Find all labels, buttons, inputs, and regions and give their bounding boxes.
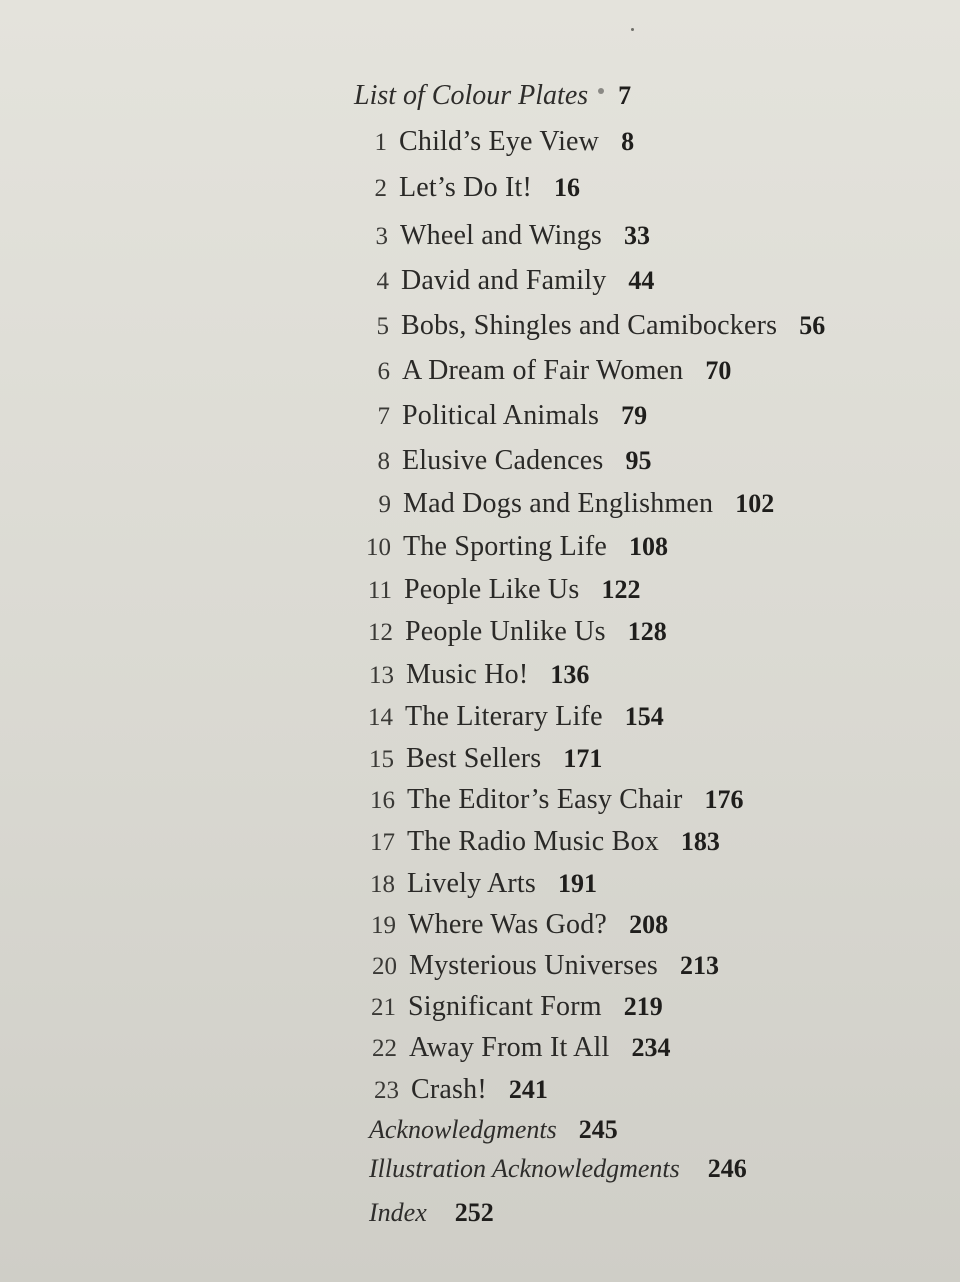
chapter-title: Lively Arts (407, 868, 536, 899)
chapter-number: 5 (376, 313, 389, 340)
back-matter-entry (369, 1200, 494, 1226)
chapter-number: 9 (378, 491, 391, 518)
chapter-number: 15 (369, 746, 394, 773)
back-matter-label: Index (369, 1198, 427, 1227)
back-matter-label: Illustration Acknowledgments (369, 1154, 680, 1183)
chapter-page-number: 108 (629, 532, 669, 561)
chapter-number: 8 (377, 448, 390, 475)
colour-plates-label: List of Colour Plates (354, 80, 589, 111)
chapter-number: 19 (371, 912, 396, 939)
chapter-title: The Editor’s Easy Chair (407, 784, 683, 815)
chapter-title: Mad Dogs and Englishmen (403, 488, 714, 519)
chapter-title: People Unlike Us (405, 616, 606, 647)
chapter-entry (355, 703, 664, 731)
chapter-number: 7 (377, 403, 390, 430)
chapter-title: Away From It All (409, 1032, 610, 1063)
back-matter-page: 246 (707, 1154, 747, 1183)
chapter-number: 18 (370, 871, 395, 898)
chapter-number: 20 (372, 953, 397, 980)
chapter-entry (353, 533, 668, 561)
back-matter-label: Acknowledgments (369, 1115, 557, 1144)
chapter-title: The Sporting Life (403, 531, 608, 562)
chapter-number: 17 (370, 829, 395, 856)
chapter-number: 11 (367, 577, 392, 604)
chapter-entry (356, 745, 602, 773)
chapter-entry (358, 993, 663, 1021)
chapter-entry (358, 911, 668, 939)
chapter-page-number: 208 (629, 910, 669, 939)
chapter-number: 10 (366, 534, 391, 561)
back-matter-page: 252 (454, 1198, 494, 1227)
chapter-number: 23 (374, 1077, 399, 1104)
chapter-entry (352, 357, 731, 385)
chapter-entry (356, 661, 589, 689)
chapter-page-number: 176 (704, 785, 744, 814)
back-matter-page: 245 (578, 1115, 618, 1144)
chapter-entry (357, 828, 720, 856)
chapter-title: Child’s Eye View (399, 126, 600, 157)
chapter-page-number: 136 (550, 660, 590, 689)
chapter-title: Significant Form (408, 991, 602, 1022)
paper-speck (631, 28, 634, 31)
chapter-page-number: 44 (628, 266, 655, 295)
chapter-page-number: 122 (601, 575, 641, 604)
chapter-title: People Like Us (404, 574, 580, 605)
chapter-page-number: 16 (554, 173, 581, 202)
chapter-number: 3 (375, 223, 388, 250)
chapter-entry (354, 576, 640, 604)
chapter-number: 22 (372, 1035, 397, 1062)
chapter-entry (351, 267, 654, 295)
chapter-number: 12 (368, 619, 393, 646)
chapter-number: 16 (370, 787, 395, 814)
dot-ornament (598, 88, 604, 94)
chapter-entry (350, 222, 650, 250)
chapter-page-number: 234 (631, 1033, 671, 1062)
chapter-page-number: 70 (705, 356, 732, 385)
chapter-page-number: 79 (621, 401, 648, 430)
chapter-title: Political Animals (402, 400, 600, 431)
chapter-number: 1 (374, 129, 387, 156)
chapter-entry (355, 618, 667, 646)
chapter-title: Crash! (411, 1074, 487, 1105)
chapter-entry (349, 174, 580, 202)
chapter-number: 4 (376, 268, 389, 295)
chapter-page-number: 154 (624, 702, 664, 731)
chapter-title: Music Ho! (406, 659, 529, 690)
chapter-title: The Literary Life (405, 701, 603, 732)
chapter-title: Wheel and Wings (400, 220, 602, 251)
chapter-page-number: 95 (625, 446, 652, 475)
chapter-title: Bobs, Shingles and Camibockers (401, 310, 778, 341)
chapter-number: 2 (374, 175, 387, 202)
chapter-page-number: 219 (623, 992, 663, 1021)
chapter-page-number: 102 (735, 489, 775, 518)
chapter-entry (349, 128, 634, 156)
colour-plates-page: 7 (618, 81, 632, 110)
chapter-entry (357, 870, 597, 898)
chapter-page-number: 128 (627, 617, 667, 646)
chapter-page-number: 56 (799, 311, 826, 340)
chapter-page-number: 33 (623, 221, 650, 250)
chapter-title: Elusive Cadences (402, 445, 604, 476)
back-matter-entry (369, 1156, 747, 1182)
chapter-entry (352, 402, 647, 430)
chapter-number: 6 (377, 358, 390, 385)
chapter-page-number: 241 (508, 1075, 548, 1104)
chapter-page-number: 171 (563, 744, 603, 773)
chapter-number: 21 (371, 994, 396, 1021)
chapter-number: 14 (368, 704, 393, 731)
chapter-title: A Dream of Fair Women (402, 355, 684, 386)
chapter-entry (359, 952, 719, 980)
chapter-page-number: 213 (679, 951, 719, 980)
back-matter-entry (369, 1117, 618, 1143)
chapter-entry (357, 786, 743, 814)
chapter-entry (351, 312, 825, 340)
chapter-title: Mysterious Universes (409, 950, 658, 981)
chapter-entry (359, 1034, 671, 1062)
colour-plates-entry (354, 82, 631, 110)
chapter-title: David and Family (401, 265, 607, 296)
chapter-number: 13 (369, 662, 394, 689)
chapter-title: Best Sellers (406, 743, 542, 774)
chapter-entry (353, 490, 774, 518)
chapter-page-number: 191 (557, 869, 597, 898)
chapter-entry (361, 1076, 548, 1104)
chapter-title: Let’s Do It! (399, 172, 533, 203)
chapter-page-number: 183 (680, 827, 720, 856)
chapter-title: The Radio Music Box (407, 826, 659, 857)
chapter-entry (352, 447, 651, 475)
chapter-page-number: 8 (621, 127, 635, 156)
chapter-title: Where Was God? (408, 909, 608, 940)
